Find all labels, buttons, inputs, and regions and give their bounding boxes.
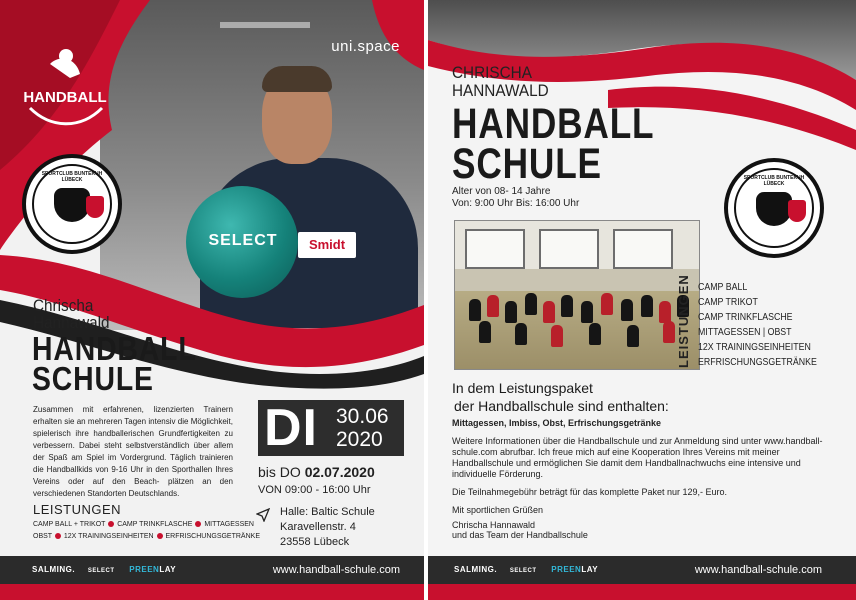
shield-icon [86,196,104,218]
services-list [698,280,833,370]
handball-schule-logo [20,34,110,134]
hall-window [613,229,673,269]
kid-figure [561,295,573,317]
kid-figure [641,295,653,317]
select-logo: SELECT [509,568,537,574]
title-schule: SCHULE [32,360,154,397]
coach-last-name: Hannawald [33,313,110,332]
services-heading: LEISTUNGEN [33,502,122,517]
preenlay-logo: PREENLAY [129,565,177,574]
services-vertical-label: LEISTUNGEN [676,274,691,368]
venue-address [280,505,375,550]
website-link[interactable]: www.handball-schule.com [272,564,400,576]
hall-window [539,229,599,269]
kid-figure [621,299,633,321]
logo-text: HANDBALL [23,89,107,106]
club-logo [724,158,824,258]
date-day-month: 30.06 [336,405,389,428]
date-weekday: DI [264,399,318,457]
fee-text: Die Teilnahmegebühr beträgt für das komplette Paket nur 129,- Euro. [452,487,727,497]
kid-figure [627,325,639,347]
salming-logo: SALMING. [32,565,76,574]
page-title [452,100,655,188]
hall-window [465,229,525,269]
bottom-red-strip [428,584,856,600]
sponsor-logos [32,565,176,574]
coach-last-name: HANNAWALD [452,81,549,100]
time-range: Von: 9:00 Uhr Bis: 16:00 Uhr [452,198,580,209]
kid-figure [479,321,491,343]
preenlay-logo: PREENLAY [551,565,599,574]
title-handball: HANDBALL [32,330,197,367]
service-item: CAMP BALL [698,282,748,293]
service-item: MITTAGESSEN [204,521,254,528]
package-heading-line-2: der Handballschule sind enthalten: [454,398,669,414]
kid-figure [469,299,481,321]
website-link[interactable]: www.handball-schule.com [694,564,822,576]
kid-figure [505,301,517,323]
time-range: VON 09:00 - 16:00 Uhr [258,484,371,496]
service-item: CAMP BALL + TRIKOT [33,521,106,528]
club-logo [22,154,122,254]
service-item: CAMP TRINKFLASCHE [698,312,793,323]
check-icon [108,521,114,527]
select-logo: SELECT [87,568,115,574]
flyer-front-page [0,0,424,600]
services-row-2 [33,533,260,540]
navigation-arrow-icon [256,508,270,522]
venue-line-1: Halle: Baltic Schule [280,506,375,518]
brand-uni-space: uni.space [331,38,400,55]
package-heading-line-1: In dem Leistungspaket [452,380,593,396]
service-item: CAMP TRIKOT [698,297,758,308]
coach-first-name: CHRISCHA [452,63,532,82]
kid-figure [515,323,527,345]
title-schule: SCHULE [452,140,602,188]
service-item: OBST [33,533,52,540]
shield-icon [788,200,806,222]
service-item: CAMP TRINKFLASCHE [117,521,193,528]
service-item: ERFRISCHUNGSGETRÄNKE [165,533,260,540]
venue-line-2: Karavellenstr. 4 [280,521,356,533]
sponsor-logos [454,565,598,574]
kid-figure [487,295,499,317]
club-logo-text: SPORTCLUB BUNTEKUH LÜBECK [743,175,805,187]
service-item: ERFRISCHUNGSGETRÄNKE [698,357,817,368]
kid-figure [659,301,671,323]
package-items: Mittagessen, Imbiss, Obst, Erfrischungsgetränke [452,418,662,428]
title-handball: HANDBALL [452,100,655,148]
venue-line-3: 23558 Lübeck [280,536,350,548]
flyer-back-page [428,0,856,600]
hall-wall [455,269,699,291]
kid-figure [601,293,613,315]
kid-figure [551,325,563,347]
greeting: Mit sportlichen Grüßen [452,505,544,515]
signature-name: Chrischa Hannawald [452,520,536,530]
check-icon [157,533,163,539]
age-range: Alter von 08- 14 Jahre [452,186,551,197]
kid-figure [581,301,593,323]
kid-figure [589,323,601,345]
end-date [258,464,375,480]
ball-brand-label: SELECT [208,232,278,249]
coach-name [452,64,549,100]
service-item: 12X TRAININGSEINHEITEN [63,533,154,540]
salming-logo: SALMING. [454,565,498,574]
info-paragraph: Weitere Informationen über die Handballschule und zur Anmeldung sind unter www.handball-schule.com abrufbar. Ich freue mich auf eine Kooperation Ihres Vereins mit meiner Handballschule und ermöglichen Sie damit dem Handballnachwuchs eine intensive und individuelle Förderung. [452,436,823,479]
group-photo [454,220,700,370]
signature-team: und das Team der Handballschule [452,530,588,540]
jersey-sponsor: Smidt [298,232,356,258]
services-row-1 [33,521,254,528]
end-date-prefix: bis DO [258,464,305,480]
check-icon [195,521,201,527]
service-item: MITTAGESSEN | OBST [698,327,792,338]
coach-first-name: Chrischa [33,296,94,315]
check-icon [55,533,61,539]
kid-figure [543,301,555,323]
service-item: 12X TRAININGSEINHEITEN [698,342,811,353]
kid-figure [663,321,675,343]
bottom-red-strip [0,584,424,600]
intro-paragraph: Zusammen mit erfahrenen, lizenzierten Trainern erhalten sie an mehreren Tagen intensiv die Möglichkeit, spielerisch ihre handballerischen Grundfertigkeiten zu verbessern. Dabei steht selbstverständlich über allem der Spaß am Spiel im Vordergrund. Täglich trainieren die Handballkids von 9-16 Uhr in den Sporthallen Ihres Vereins oder auf den Beach- plätzen an den verschiedenen Standorten Deutschlands. [33,405,233,498]
end-date-value: 02.07.2020 [304,464,375,480]
kid-figure [525,293,537,315]
club-logo-text: SPORTCLUB BUNTEKUH LÜBECK [41,171,103,183]
date-year: 2020 [336,428,383,451]
